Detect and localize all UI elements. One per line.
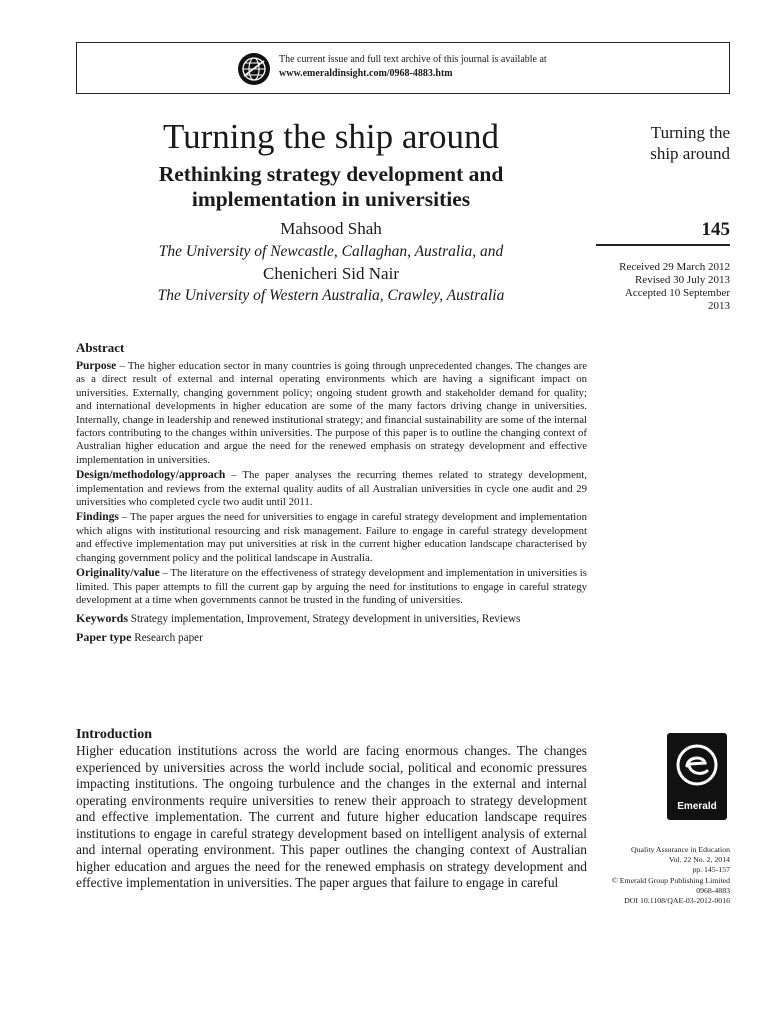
journal-name: Quality Assurance in Education (631, 845, 730, 854)
article-dates (596, 261, 730, 313)
abstract-keywords (76, 611, 587, 626)
doi: DOI 10.1108/QAE-03-2012-0016 (624, 896, 730, 906)
article-subtitle (76, 162, 586, 212)
accepted-date-line-1: Accepted 10 September (624, 287, 730, 299)
introduction-section (76, 726, 587, 892)
running-title-line-1: Turning the (650, 123, 730, 142)
purpose-text: – The higher education sector in many countries is going through unprecedented changes. The changes are as a direct result of external and internal operating environments which are having a significant impact on universities. Externally, changing government policy; ongoing student growth and stakeholder demand for quality; and international developments in higher education are some of the many factors driving change in universities. Internally, change in leadership and renewed institutional strategy; and financial sustainability are some of the internal factors contributing to the changes within universities. The purpose of this paper is to outline the changing context of Australian higher education and argue the need for the renewed emphasis on strategy development and effective implementation in universities. (76, 360, 587, 466)
design-label: Design/methodology/approach (76, 469, 226, 482)
running-title-line-2: ship around (650, 144, 730, 163)
issn: 0968-4883 (696, 885, 730, 895)
originality-text: – The literature on the effectiveness of strategy development and implementation in universities is limited. This paper attempts to fill the current gap by arguing the need for institutions to engage in careful strategy development at a time when governments cannot be trusted in the funding of universities. (76, 567, 587, 606)
globe-icon (237, 52, 271, 86)
abstract-design (76, 469, 587, 509)
journal-archive-banner (76, 42, 730, 94)
author-2: Chenicheri Sid Nair (263, 264, 399, 283)
abstract-purpose (76, 360, 587, 467)
article-title: Turning the ship around (162, 117, 500, 156)
originality-label: Originality/value (76, 567, 160, 580)
keywords-text: Strategy implementation, Improvement, Strategy development in universities, Reviews (128, 613, 521, 626)
sidebar-divider (596, 244, 730, 246)
journal-citation (590, 845, 730, 906)
abstract-heading: Abstract (76, 340, 125, 355)
received-date: Received 29 March 2012 (619, 261, 730, 273)
accepted-date-line-2: 2013 (708, 300, 730, 312)
findings-text: – The paper argues the need for universities to engage in careful strategy development and implementation which aligns with institutional resourcing and risk management. Failure to engage in careful strategy development and effective implementation may put universities at risk in the current higher education landscape characterised by changing government policy and the political landscape in Australia. (76, 511, 587, 564)
findings-label: Findings (76, 511, 119, 524)
paper-type-label: Paper type (76, 630, 132, 645)
running-title (596, 122, 730, 164)
abstract-findings (76, 511, 587, 565)
subtitle-line-2: implementation in universities (191, 187, 471, 211)
affiliation-2: The University of Western Australia, Crawley, Australia (157, 287, 505, 304)
abstract (76, 340, 587, 645)
page-number: 145 (701, 219, 730, 240)
author-1: Mahsood Shah (280, 219, 382, 238)
affiliation-1: The University of Newcastle, Callaghan, Australia, and (158, 243, 504, 260)
banner-text: The current issue and full text archive of this journal is available at (279, 54, 547, 65)
emerald-logo-icon (667, 733, 727, 801)
introduction-heading: Introduction (76, 727, 152, 742)
emerald-logo-text: Emerald (677, 801, 717, 812)
subtitle-line-1: Rethinking strategy development and (158, 162, 504, 186)
journal-pages: pp. 145-157 (692, 865, 730, 875)
keywords-label: Keywords (76, 611, 128, 626)
emerald-logo (667, 733, 727, 820)
abstract-paper-type (76, 630, 587, 645)
purpose-label: Purpose (76, 360, 117, 372)
introduction-body: Higher education institutions across the world are facing enormous changes. The changes experienced by universities across the world include social, political and economic pressures impacting institutions. The ongoing turbulence and the changes in the external and internal operating environments require universities to renew their approach to strategy development and effective implementation. The current and future higher education landscape requires institutions to engage in careful strategy development based on intelligent analysis of external and internal operating environment. This paper outlines the changing context of Australian higher education and argues the need for the renewed emphasis on strategy development and effective implementation in universities. The paper argues that failure to engage in careful (76, 743, 587, 890)
paper-type-text: Research paper (131, 632, 203, 645)
abstract-originality (76, 567, 587, 607)
design-text: – The paper analyses the recurring themes related to strategy development, implementation and reviews from the external quality audits of all Australian universities in cycle one audit and 29 universities who completed cycle two audit until 2011. (76, 469, 587, 509)
journal-volume: Vol. 22 No. 2, 2014 (668, 855, 730, 865)
copyright: © Emerald Group Publishing Limited (611, 875, 730, 885)
revised-date: Revised 30 July 2013 (634, 274, 730, 286)
journal-url-link[interactable]: www.emeraldinsight.com/0968-4883.htm (279, 68, 453, 79)
